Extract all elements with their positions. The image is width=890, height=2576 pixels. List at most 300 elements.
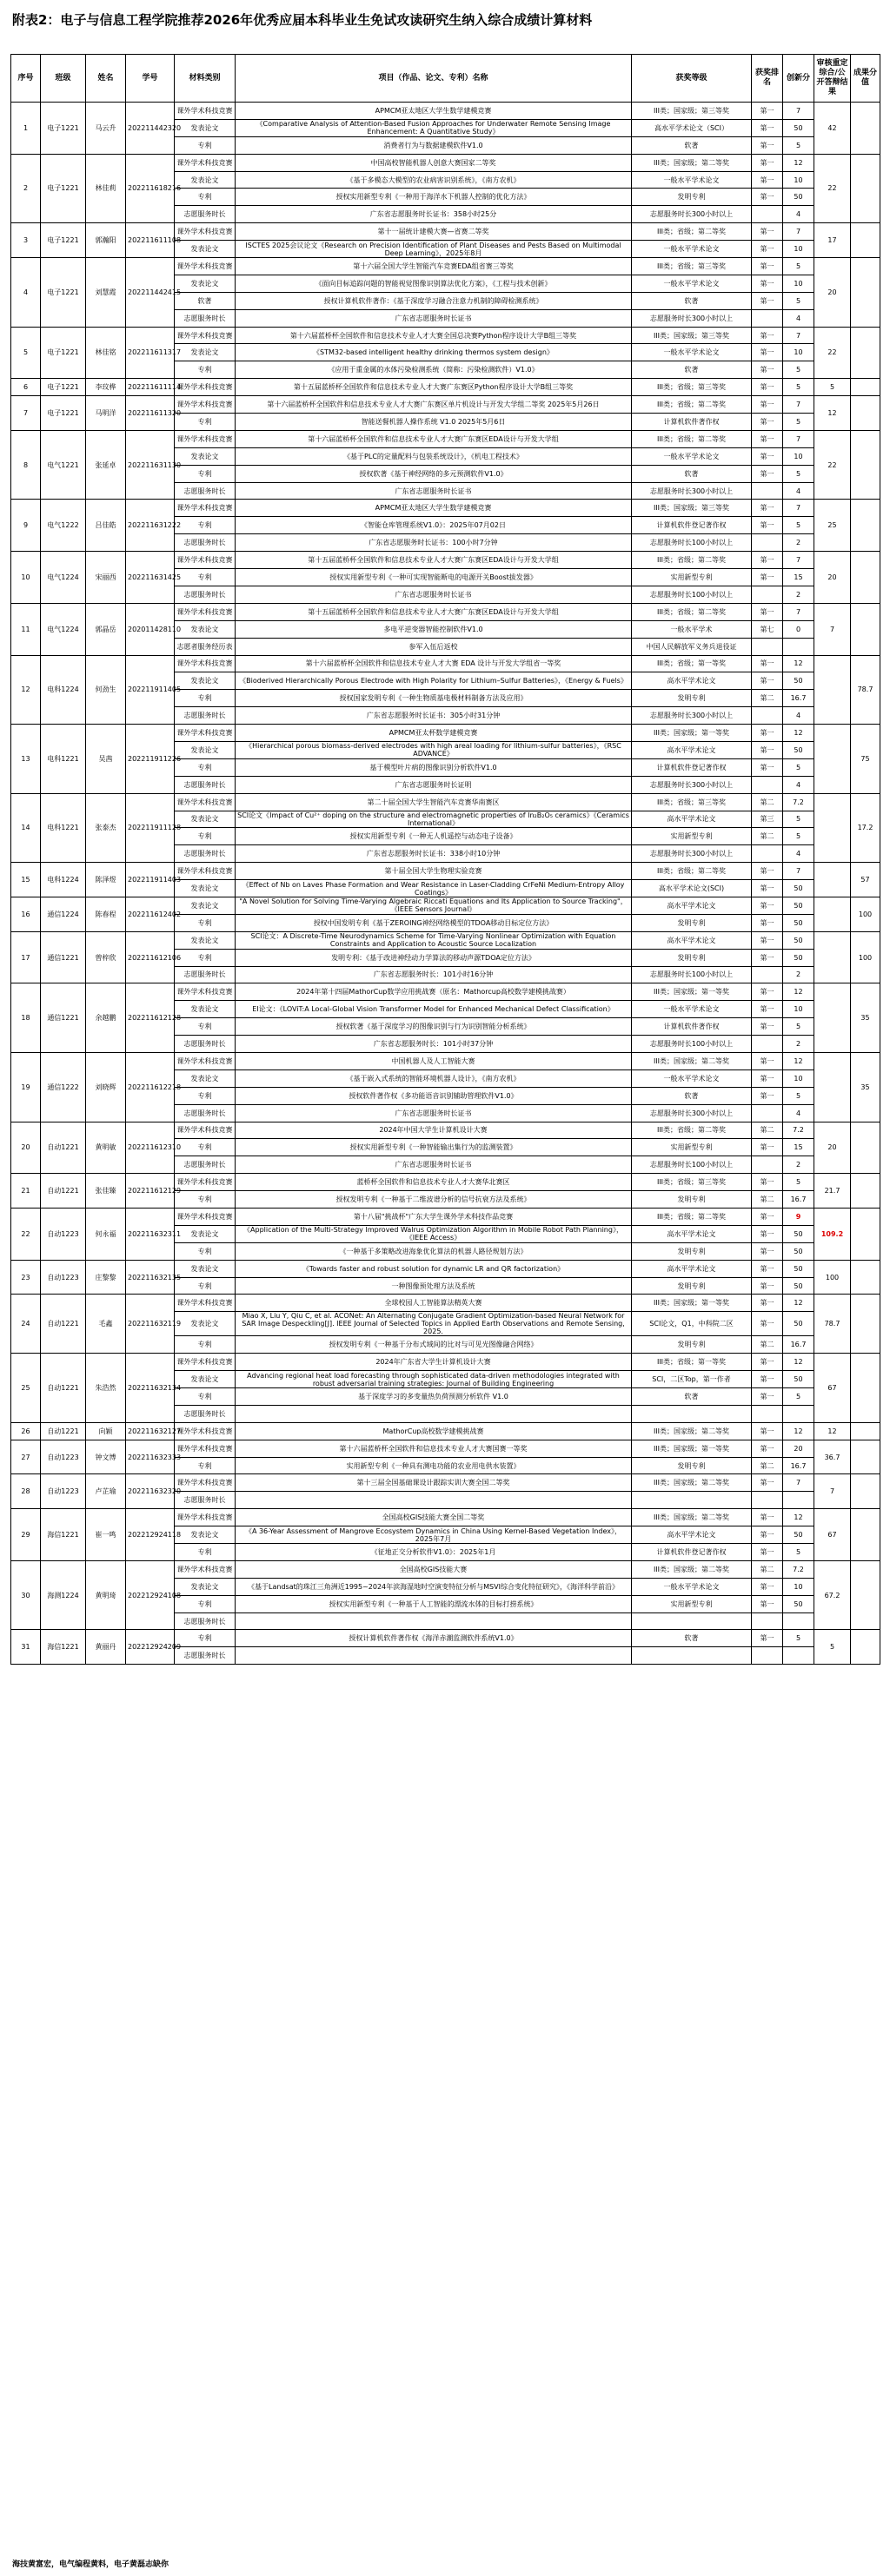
award-level-cell: III类；国家级；第一等奖 [632, 1440, 752, 1457]
points-cell: 5 [783, 292, 814, 309]
award-level-cell: III类；省级；第三等奖 [632, 1174, 752, 1191]
rank-cell: 第一 [752, 430, 783, 447]
points-cell: 2 [783, 586, 814, 603]
rank-cell: 第一 [752, 1001, 783, 1018]
project-cell: 授权国家发明专利《一种生物质基电极材料制备方法及应用》 [236, 690, 632, 707]
points-cell: 50 [783, 741, 814, 758]
points-cell: 16.7 [783, 690, 814, 707]
points-cell: 7.2 [783, 793, 814, 811]
award-level-cell: 高水平学术论文 [632, 1526, 752, 1544]
points-cell: 50 [783, 914, 814, 931]
name-cell: 郭瀚阳 [86, 223, 126, 258]
points-cell: 9 [783, 1209, 814, 1226]
category-cell: 专利 [175, 1191, 236, 1209]
seq-cell: 5 [11, 327, 41, 379]
points-cell: 5 [783, 361, 814, 379]
points-cell: 16.7 [783, 1457, 814, 1474]
project-cell: 授权软著《基于深度学习的图像识别与行为识别智能分析系统》 [236, 1018, 632, 1036]
award-level-cell: 计算机软件登记著作权 [632, 1544, 752, 1561]
score-cell [851, 1474, 880, 1509]
points-cell: 16.7 [783, 1191, 814, 1209]
table-row [11, 655, 880, 672]
award-level-cell: 高水平学术论文 [632, 1225, 752, 1242]
score-table [10, 54, 880, 1665]
score-cell: 100 [851, 931, 880, 983]
name-cell: 李玟桦 [86, 379, 126, 396]
points-cell: 5 [783, 414, 814, 431]
project-cell: 广东省志愿服务时长证书：100小时7分钟 [236, 534, 632, 552]
name-cell: 张泰杰 [86, 793, 126, 863]
student-id-cell: 202211632134 [126, 1354, 175, 1423]
award-level-cell: 实用新型专利 [632, 1595, 752, 1612]
award-level-cell: 高水平学术论文(SCI) [632, 880, 752, 897]
points-cell: 5 [783, 811, 814, 828]
points-cell: 50 [783, 1225, 814, 1242]
name-cell: 郭晶岳 [86, 603, 126, 655]
rank-cell: 第一 [752, 1139, 783, 1156]
category-cell: 专利 [175, 758, 236, 776]
column-header: 序号 [11, 55, 41, 103]
table-row [11, 863, 880, 880]
award-level-cell: 一般水平学术论文 [632, 344, 752, 361]
category-cell: 志愿服务时长 [175, 586, 236, 603]
rank-cell: 第一 [752, 1526, 783, 1544]
project-cell: 全国高校GIS技能大赛 [236, 1560, 632, 1578]
rank-cell: 第二 [752, 1336, 783, 1354]
student-id-cell: 202211911405 [126, 655, 175, 725]
rank-cell: 第一 [752, 1312, 783, 1336]
project-cell: 《应用于重金属的水体污染检测系统（简称：污染检测软件）V1.0》 [236, 361, 632, 379]
class-cell: 通信1221 [41, 931, 86, 983]
score-cell [851, 552, 880, 604]
project-cell: 第十六届蓝桥杯全国软件和信息技术专业人才大赛国赛一等奖 [236, 1440, 632, 1457]
points-cell: 50 [783, 1260, 814, 1277]
project-cell: 授权实用新型专利《一种用于海洋水下机器人控制的优化方法》 [236, 189, 632, 206]
project-cell: 第十六届蓝桥杯全国软件和信息技术专业人才大赛全国总决赛Python程序设计大学B组三等奖 [236, 327, 632, 344]
table-row [11, 603, 880, 620]
project-cell: 广东省志愿服务时长证书 [236, 482, 632, 500]
rank-cell: 第二 [752, 1560, 783, 1578]
category-cell: 专利 [175, 1388, 236, 1406]
points-cell: 7.2 [783, 1122, 814, 1139]
award-level-cell: 志愿服务时长100小时以上 [632, 534, 752, 552]
score-cell [851, 430, 880, 500]
award-level-cell: 发明专利 [632, 914, 752, 931]
subtotal-cell: 67.2 [814, 1560, 851, 1630]
award-level-cell: III类；国家级；第二等奖 [632, 1422, 752, 1440]
rank-cell [752, 1612, 783, 1630]
rank-cell: 第一 [752, 414, 783, 431]
name-cell: 张延卓 [86, 430, 126, 500]
project-cell: 广东省志愿服务时长证书 [236, 1156, 632, 1174]
award-level-cell: 一般水平学术 [632, 620, 752, 638]
rank-cell: 第一 [752, 1354, 783, 1371]
points-cell: 7 [783, 1474, 814, 1492]
column-header: 项目（作品、论文、专利）名称 [236, 55, 632, 103]
award-level-cell: 实用新型专利 [632, 1139, 752, 1156]
rank-cell: 第一 [752, 379, 783, 396]
project-cell: MathorCup高校数学建模挑战赛 [236, 1422, 632, 1440]
points-cell: 10 [783, 275, 814, 292]
points-cell: 12 [783, 1295, 814, 1312]
project-cell: 广东省志愿服务时长证书 [236, 309, 632, 327]
score-cell [851, 1509, 880, 1561]
subtotal-cell: 21.7 [814, 1174, 851, 1209]
project-cell: 《一种基于多策略改进海象优化算法的机器人路径规划方法》 [236, 1242, 632, 1260]
points-cell: 4 [783, 776, 814, 793]
rank-cell: 第一 [752, 1630, 783, 1647]
rank-cell: 第二 [752, 690, 783, 707]
score-cell: 17.2 [851, 793, 880, 863]
award-level-cell: 志愿服务时长300小时以上 [632, 707, 752, 725]
points-cell [783, 1492, 814, 1509]
points-cell: 20 [783, 1440, 814, 1457]
award-level-cell: 发明专利 [632, 1242, 752, 1260]
award-level-cell: 发明专利 [632, 690, 752, 707]
category-cell: 专利 [175, 517, 236, 534]
table-row [11, 103, 880, 120]
award-level-cell: 高水平学术论文 [632, 672, 752, 690]
project-cell: 授权实用新型专利《一种无人机遥控与动态电子设备》 [236, 828, 632, 845]
score-cell [851, 1354, 880, 1423]
class-cell: 自动1223 [41, 1474, 86, 1509]
points-cell: 2 [783, 1036, 814, 1053]
name-cell: 吕佳皓 [86, 500, 126, 552]
award-level-cell: 高水平学术论文 [632, 897, 752, 914]
rank-cell: 第一 [752, 1087, 783, 1104]
category-cell: 志愿服务时长 [175, 1492, 236, 1509]
rank-cell: 第七 [752, 620, 783, 638]
award-level-cell: III类；国家级；第二等奖 [632, 1474, 752, 1492]
seq-cell: 2 [11, 154, 41, 223]
rank-cell: 第一 [752, 1277, 783, 1295]
project-cell [236, 1405, 632, 1422]
subtotal-cell: 20 [814, 552, 851, 604]
project-cell: 广东省志愿服务时长证书 [236, 1104, 632, 1122]
rank-cell: 第一 [752, 1260, 783, 1277]
award-level-cell: III类；国家级；第二等奖 [632, 154, 752, 171]
category-cell: 专利 [175, 1018, 236, 1036]
points-cell: 50 [783, 880, 814, 897]
category-cell: 发表论文 [175, 241, 236, 258]
category-cell: 课外学术科技竞赛 [175, 603, 236, 620]
category-cell: 课外学术科技竞赛 [175, 1440, 236, 1457]
project-cell: 参军入伍后返校 [236, 638, 632, 655]
project-cell: Advancing regional heat load forecasting through sophisticated data-driven methodologies integrated with robust adversarial training strategies: Journal of Building Engineering [236, 1371, 632, 1388]
points-cell: 15 [783, 569, 814, 586]
table-row [11, 1474, 880, 1492]
category-cell: 发表论文 [175, 119, 236, 136]
student-id-cell: 202212924118 [126, 1509, 175, 1561]
category-cell: 志愿服务时长 [175, 1647, 236, 1665]
award-level-cell: III类；省级；第二等奖 [632, 396, 752, 414]
name-cell: 陈春程 [86, 897, 126, 931]
rank-cell: 第二 [752, 1191, 783, 1209]
student-id-cell: 202211612106 [126, 931, 175, 983]
seq-cell: 14 [11, 793, 41, 863]
score-cell [851, 1174, 880, 1209]
award-level-cell: III类；国家级；第二等奖 [632, 1509, 752, 1526]
class-cell: 海测1224 [41, 1560, 86, 1630]
points-cell [783, 638, 814, 655]
award-level-cell: III类；省级；第三等奖 [632, 258, 752, 275]
student-id-cell: 202211632311 [126, 1209, 175, 1261]
rank-cell: 第一 [752, 1595, 783, 1612]
student-id-cell: 202211631130 [126, 430, 175, 500]
seq-cell: 25 [11, 1354, 41, 1423]
class-cell: 电科1221 [41, 725, 86, 794]
class-cell: 自动1221 [41, 1295, 86, 1354]
project-cell: 《A 36-Year Assessment of Mangrove Ecosystem Dynamics in China Using Kernel-Based Vegetation Index》，2025年7月 [236, 1526, 632, 1544]
award-level-cell: 高水平学术论文 [632, 811, 752, 828]
award-level-cell: 计算机软件登记著作权 [632, 517, 752, 534]
rank-cell: 第一 [752, 655, 783, 672]
project-cell: 一种图像预处理方法及系统 [236, 1277, 632, 1295]
category-cell: 专利 [175, 1242, 236, 1260]
category-cell: 课外学术科技竞赛 [175, 1560, 236, 1578]
name-cell: 张佳臻 [86, 1174, 126, 1209]
category-cell: 专利 [175, 828, 236, 845]
category-cell: 志愿服务时长 [175, 707, 236, 725]
points-cell: 4 [783, 707, 814, 725]
student-id-cell: 202211442320 [126, 103, 175, 155]
class-cell: 自动1221 [41, 1122, 86, 1174]
category-cell: 专利 [175, 414, 236, 431]
points-cell: 10 [783, 241, 814, 258]
category-cell: 专利 [175, 361, 236, 379]
table-row [11, 1209, 880, 1226]
seq-cell: 20 [11, 1122, 41, 1174]
rank-cell: 第一 [752, 136, 783, 154]
rank-cell: 第一 [752, 949, 783, 966]
points-cell: 5 [783, 517, 814, 534]
points-cell: 12 [783, 1354, 814, 1371]
award-level-cell: 软著 [632, 136, 752, 154]
project-cell: APMCM亚太地区大学生数学建模竞赛 [236, 500, 632, 517]
student-id-cell: 202211611320 [126, 396, 175, 431]
project-cell: 第二十届全国大学生智能汽车竞赛华南赛区 [236, 793, 632, 811]
student-id-cell: 202211911128 [126, 793, 175, 863]
class-cell: 海信1221 [41, 1630, 86, 1665]
subtotal-cell: 7 [814, 1474, 851, 1509]
project-cell: 广东省志愿服务时长证书：358小时25分 [236, 206, 632, 223]
class-cell: 电气1222 [41, 500, 86, 552]
table-row [11, 430, 880, 447]
student-id-cell: 202211612128 [126, 983, 175, 1053]
project-cell: 第十八届"挑战杯"广东大学生课外学术科技作品竞赛 [236, 1209, 632, 1226]
category-cell: 课外学术科技竞赛 [175, 1122, 236, 1139]
student-id-cell: 202211612218 [126, 1052, 175, 1122]
points-cell: 50 [783, 1526, 814, 1544]
table-row [11, 1560, 880, 1578]
points-cell: 0 [783, 620, 814, 638]
seq-cell: 19 [11, 1052, 41, 1122]
award-level-cell: 志愿服务时长100小时以上 [632, 1156, 752, 1174]
project-cell: 授权实用新型专利《一种智能输出集行为的监测装置》 [236, 1139, 632, 1156]
rank-cell [752, 1405, 783, 1422]
project-cell: 第十六届蓝桥杯全国软件和信息技术专业人才大赛 EDA 设计与开发大学组省一等奖 [236, 655, 632, 672]
category-cell: 专利 [175, 949, 236, 966]
points-cell: 7 [783, 327, 814, 344]
table-body [11, 103, 880, 1665]
student-id-cell: 202211632127 [126, 1422, 175, 1440]
project-cell: 第十六届全国大学生智能汽车竞赛EDA组省赛三等奖 [236, 258, 632, 275]
seq-cell: 30 [11, 1560, 41, 1630]
category-cell: 志愿服务时长 [175, 776, 236, 793]
subtotal-cell: 22 [814, 327, 851, 379]
project-cell: 广东省志愿服务时长证明 [236, 776, 632, 793]
project-cell: 基于深度学习的多变量热负荷预测分析软件 V1.0 [236, 1388, 632, 1406]
score-cell [851, 500, 880, 552]
student-id-cell: 202211612402 [126, 897, 175, 931]
category-cell: 专利 [175, 1457, 236, 1474]
score-cell [851, 154, 880, 223]
score-cell: 35 [851, 1052, 880, 1122]
project-cell: 发明专利：《基于改进神经动力学算法的移动声源TDOA定位方法》 [236, 949, 632, 966]
rank-cell [752, 966, 783, 983]
rank-cell: 第一 [752, 863, 783, 880]
category-cell: 课外学术科技竞赛 [175, 552, 236, 569]
award-level-cell: III类；国家级；第三等奖 [632, 103, 752, 120]
rank-cell [752, 1104, 783, 1122]
category-cell: 课外学术科技竞赛 [175, 1295, 236, 1312]
table-row [11, 379, 880, 396]
score-cell [851, 223, 880, 258]
rank-cell: 第一 [752, 275, 783, 292]
class-cell: 自动1223 [41, 1440, 86, 1474]
project-cell: 2024年中国大学生计算机设计大赛 [236, 1122, 632, 1139]
seq-cell: 15 [11, 863, 41, 897]
points-cell: 5 [783, 136, 814, 154]
project-cell: 第十届全国大学生物理实验竞赛 [236, 863, 632, 880]
award-level-cell: III类；国家级；第二等奖 [632, 1052, 752, 1069]
rank-cell: 第一 [752, 189, 783, 206]
rank-cell: 第一 [752, 758, 783, 776]
rank-cell: 第一 [752, 154, 783, 171]
class-cell: 电子1221 [41, 258, 86, 328]
category-cell: 志愿服务时长 [175, 1036, 236, 1053]
class-cell: 自动1223 [41, 1260, 86, 1295]
subtotal-cell: 22 [814, 430, 851, 500]
rank-cell: 第一 [752, 672, 783, 690]
award-level-cell: 志愿服务时长100小时以上 [632, 966, 752, 983]
award-level-cell: 发明专利 [632, 1277, 752, 1295]
award-level-cell: 发明专利 [632, 189, 752, 206]
rank-cell: 第一 [752, 1174, 783, 1191]
seq-cell: 10 [11, 552, 41, 604]
class-cell: 通信1222 [41, 1052, 86, 1122]
category-cell: 发表论文 [175, 1312, 236, 1336]
column-header: 材料类别 [175, 55, 236, 103]
seq-cell: 4 [11, 258, 41, 328]
category-cell: 课外学术科技竞赛 [175, 1174, 236, 1191]
award-level-cell: III类；省级；第二等奖 [632, 863, 752, 880]
project-cell: 《面向目标追踪问题的智能视觉图像识别算法优化方案》，《工程与技术创新》 [236, 275, 632, 292]
rank-cell: 第一 [752, 914, 783, 931]
table-row [11, 1630, 880, 1647]
rank-cell: 第一 [752, 897, 783, 914]
class-cell: 自动1223 [41, 1209, 86, 1261]
award-level-cell: 志愿服务时长300小时以上 [632, 206, 752, 223]
name-cell: 吴茜 [86, 725, 126, 794]
score-cell [851, 1295, 880, 1354]
award-level-cell: III类；省级；第二等奖 [632, 1209, 752, 1226]
subtotal-cell: 42 [814, 103, 851, 155]
subtotal-cell: 78.7 [814, 1295, 851, 1354]
subtotal-cell: 25 [814, 500, 851, 552]
student-id-cell: 202212924108 [126, 1560, 175, 1630]
subtotal-cell [814, 793, 851, 863]
rank-cell: 第一 [752, 983, 783, 1001]
score-cell: 75 [851, 725, 880, 794]
category-cell: 课外学术科技竞赛 [175, 154, 236, 171]
points-cell: 10 [783, 171, 814, 189]
seq-cell: 8 [11, 430, 41, 500]
rank-cell: 第一 [752, 741, 783, 758]
project-cell: APMCM亚太地区大学生数学建模竞赛 [236, 103, 632, 120]
category-cell: 志愿服务时长 [175, 1405, 236, 1422]
award-level-cell: 软著 [632, 1630, 752, 1647]
class-cell: 电子1221 [41, 379, 86, 396]
project-cell: 授权实用新型专利《一种可实现智能断电的电源开关Boost拔发器》 [236, 569, 632, 586]
seq-cell: 18 [11, 983, 41, 1053]
points-cell: 12 [783, 983, 814, 1001]
project-cell: 全球校园人工智能算法精英大赛 [236, 1295, 632, 1312]
rank-cell: 第一 [752, 344, 783, 361]
award-level-cell: III类；省级；第一等奖 [632, 1354, 752, 1371]
category-cell: 志愿服务时长 [175, 309, 236, 327]
table-row [11, 1295, 880, 1312]
table-row [11, 396, 880, 414]
rank-cell [752, 638, 783, 655]
student-id-cell: 202212924209 [126, 1630, 175, 1665]
project-cell: 中国高校智能机器人创意大赛国家二等奖 [236, 154, 632, 171]
award-level-cell: 一般水平学术论文 [632, 1069, 752, 1087]
category-cell: 专利 [175, 1595, 236, 1612]
name-cell: 曾梓欣 [86, 931, 126, 983]
points-cell: 15 [783, 1139, 814, 1156]
points-cell: 10 [783, 447, 814, 465]
points-cell: 12 [783, 154, 814, 171]
table-row [11, 1260, 880, 1277]
class-cell: 通信1221 [41, 983, 86, 1053]
project-cell: 第十一届统计建模大赛—省赛二等奖 [236, 223, 632, 241]
student-id-cell: 202211611108 [126, 223, 175, 258]
project-cell: 《基于Landsat的珠江三角洲近1995~2024年滨海湿地时空演变特征分析与MSVI综合变化特征研究》，《海洋科学前沿》 [236, 1578, 632, 1595]
points-cell: 12 [783, 655, 814, 672]
rank-cell [752, 776, 783, 793]
seq-cell: 9 [11, 500, 41, 552]
points-cell: 7 [783, 430, 814, 447]
category-cell: 课外学术科技竞赛 [175, 258, 236, 275]
award-level-cell: III类；省级；第二等奖 [632, 223, 752, 241]
score-cell [851, 103, 880, 155]
class-cell: 自动1221 [41, 1174, 86, 1209]
category-cell: 专利 [175, 569, 236, 586]
points-cell: 5 [783, 758, 814, 776]
project-cell: 《Comparative Analysis of Attention-Based Fusion Approaches for Underwater Remote Sensing Image Enhancement: A Quantitative Study》 [236, 119, 632, 136]
class-cell: 海信1221 [41, 1509, 86, 1561]
points-cell: 7.2 [783, 1560, 814, 1578]
points-cell: 50 [783, 1312, 814, 1336]
rank-cell: 第一 [752, 447, 783, 465]
award-level-cell: III类；省级；第三等奖 [632, 793, 752, 811]
student-id-cell: 202211632333 [126, 1440, 175, 1474]
project-cell: 第十五届蓝桥杯全国软件和信息技术专业人才大赛广东赛区EDA设计与开发大学组 [236, 603, 632, 620]
subtotal-cell [814, 863, 851, 897]
table-row [11, 1440, 880, 1457]
category-cell: 课外学术科技竞赛 [175, 1209, 236, 1226]
